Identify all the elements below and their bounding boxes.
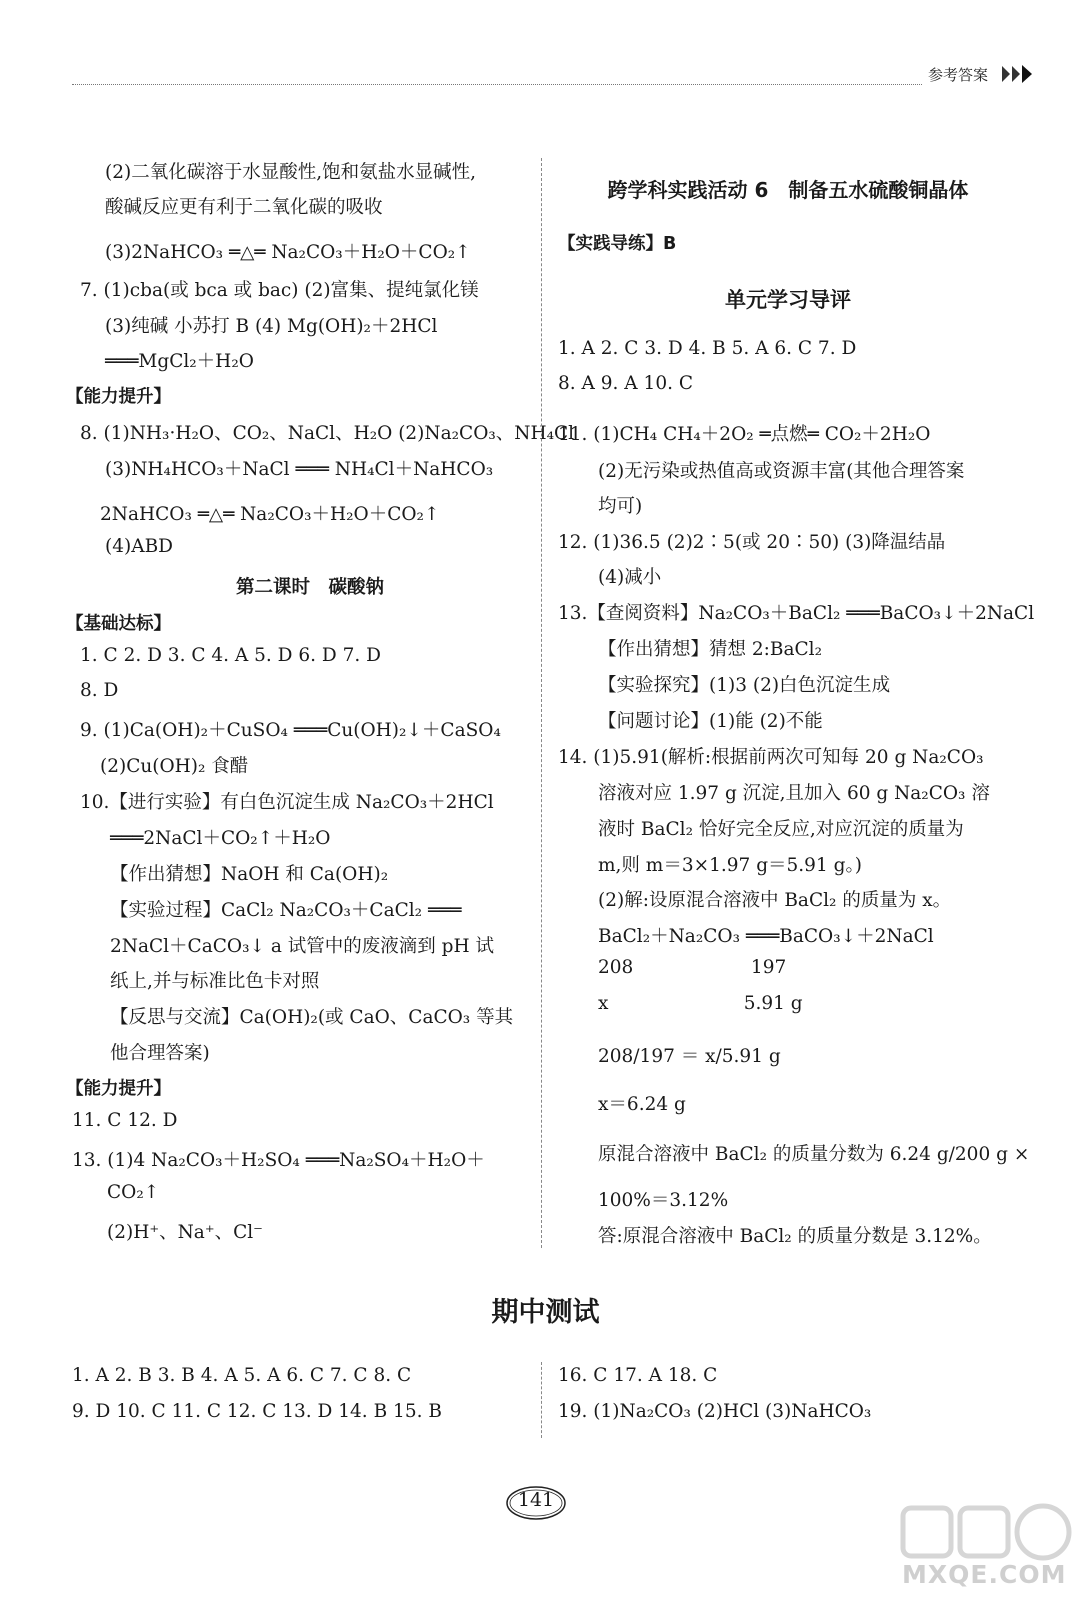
text-line: 208 197 xyxy=(598,957,787,978)
text-line: (2)Cu(OH)₂ 食醋 xyxy=(100,756,249,777)
text-line: 他合理答案) xyxy=(110,1043,210,1064)
text-line: 7. (1)cba(或 bca 或 bac) (2)富集、提纯氯化镁 xyxy=(80,280,479,301)
text-line: 8. A 9. A 10. C xyxy=(558,373,694,394)
text-line: 【作出猜想】猜想 2:BaCl₂ xyxy=(598,639,822,660)
text-line: 8. (1)NH₃·H₂O、CO₂、NaCl、H₂O (2)Na₂CO₃、NH₄Cl xyxy=(80,423,575,444)
text-line: 1. C 2. D 3. C 4. A 5. D 6. D 7. D xyxy=(80,645,382,666)
text-line: 【反思与交流】Ca(OH)₂(或 CaO、CaCO₃ 等其 xyxy=(110,1007,514,1028)
equation-line: 2NaHCO₃ ═△═ Na₂CO₃＋H₂O＋CO₂↑ xyxy=(100,504,440,525)
header-label: 参考答案 xyxy=(928,66,989,84)
text-line: 11. C 12. D xyxy=(72,1110,178,1131)
text-line: 10.【进行实验】有白色沉淀生成 Na₂CO₃＋2HCl xyxy=(80,792,494,813)
text-line: 酸碱反应更有利于二氧化碳的吸收 xyxy=(105,197,383,218)
answer-line: 19. (1)Na₂CO₃ (2)HCl (3)NaHCO₃ xyxy=(558,1401,872,1422)
text-line: 【实验探究】(1)3 (2)白色沉淀生成 xyxy=(598,675,891,696)
equation-line: (3)2NaHCO₃ ═△═ Na₂CO₃＋H₂O＋CO₂↑ xyxy=(105,242,471,263)
equation-line: 11. (1)CH₄ CH₄＋2O₂ ═点燃═ CO₂＋2H₂O xyxy=(558,424,931,445)
lesson-title: 第二课时 碳酸钠 xyxy=(235,577,384,598)
text-line: 12. (1)36.5 (2)2∶5(或 20∶50) (3)降温结晶 xyxy=(558,532,946,553)
watermark-text: MXQE.COM xyxy=(902,1560,1067,1589)
fraction-equation: 208/197 ＝ x/5.91 g xyxy=(598,1046,781,1067)
text-line: 2NaCl＋CaCO₃↓ a 试管中的废液滴到 pH 试 xyxy=(110,936,495,957)
text-line: 【实践导练】B xyxy=(558,234,677,254)
column-divider xyxy=(541,1362,542,1438)
text-line: 1. A 2. C 3. D 4. B 5. A 6. C 7. D xyxy=(558,338,857,359)
text-line: 【问题讨论】(1)能 (2)不能 xyxy=(598,711,823,732)
text-line: CO₂↑ xyxy=(107,1182,160,1203)
text-line: 溶液对应 1.97 g 沉淀,且加入 60 g Na₂CO₃ 溶 xyxy=(598,783,990,804)
answer-line: 1. A 2. B 3. B 4. A 5. A 6. C 7. C 8. C xyxy=(72,1365,412,1386)
text-line: (4)ABD xyxy=(105,536,173,557)
text-line: (2)H⁺、Na⁺、Cl⁻ xyxy=(107,1222,263,1243)
equation-line: ═══2NaCl＋CO₂↑＋H₂O xyxy=(110,828,331,849)
text-line: (2)解:设原混合溶液中 BaCl₂ 的质量为 x。 xyxy=(598,890,952,911)
text-line: x＝6.24 g xyxy=(598,1094,686,1115)
text-line: 答:原混合溶液中 BaCl₂ 的质量分数是 3.12%。 xyxy=(598,1226,992,1247)
answer-line: 9. D 10. C 11. C 12. C 13. D 14. B 15. B xyxy=(72,1401,442,1422)
section-heading: 【基础达标】 xyxy=(66,614,171,634)
text-line: 液时 BaCl₂ 恰好完全反应,对应沉淀的质量为 xyxy=(598,819,964,840)
header-arrow-icon xyxy=(1000,62,1038,86)
equation-line: ═══MgCl₂＋H₂O xyxy=(105,351,254,372)
unit-title: 单元学习导评 xyxy=(725,288,851,312)
equation-line: (3)NH₄HCO₃＋NaCl ═══ NH₄Cl＋NaHCO₃ xyxy=(105,459,494,480)
equation-line: BaCl₂＋Na₂CO₃ ═══BaCO₃↓＋2NaCl xyxy=(598,926,934,947)
text-line: 原混合溶液中 BaCl₂ 的质量分数为 6.24 g/200 g × xyxy=(598,1144,1030,1165)
text-line: 100%＝3.12% xyxy=(598,1190,729,1211)
text-line: 8. D xyxy=(80,680,119,701)
answer-line: 16. C 17. A 18. C xyxy=(558,1365,718,1386)
text-line: (2)二氧化碳溶于水显酸性,饱和氨盐水显碱性, xyxy=(105,162,476,183)
equation-line: 13. (1)4 Na₂CO₃＋H₂SO₄ ═══Na₂SO₄＋H₂O＋ xyxy=(72,1150,485,1171)
text-line: 均可) xyxy=(598,496,643,517)
text-line: x 5.91 g xyxy=(598,993,803,1014)
text-line: 纸上,并与标准比色卡对照 xyxy=(110,971,320,992)
text-line: (2)无污染或热值高或资源丰富(其他合理答案 xyxy=(598,461,965,482)
page-number: 141 xyxy=(517,1489,555,1511)
equation-line: 9. (1)Ca(OH)₂＋CuSO₄ ═══Cu(OH)₂↓＋CaSO₄ xyxy=(80,720,501,741)
text-line: (3)纯碱 小苏打 B (4) Mg(OH)₂＋2HCl xyxy=(105,316,438,337)
text-line: (4)减小 xyxy=(598,567,662,588)
column-divider xyxy=(541,158,542,1248)
equation-line: 13.【查阅资料】Na₂CO₃＋BaCl₂ ═══BaCO₃↓＋2NaCl xyxy=(558,603,1035,624)
midterm-title: 期中测试 xyxy=(491,1297,600,1328)
text-line: m,则 m＝3×1.97 g＝5.91 g。) xyxy=(598,855,862,876)
section-heading: 【能力提升】 xyxy=(66,1079,171,1099)
text-line: 【作出猜想】NaOH 和 Ca(OH)₂ xyxy=(110,864,389,885)
text-line: 14. (1)5.91(解析:根据前两次可知每 20 g Na₂CO₃ xyxy=(558,747,984,768)
header-rule xyxy=(72,84,922,85)
text-line: 【实验过程】CaCl₂ Na₂CO₃＋CaCl₂ ═══ xyxy=(110,900,462,921)
activity-title: 跨学科实践活动 6 制备五水硫酸铜晶体 xyxy=(607,178,969,202)
section-heading: 【能力提升】 xyxy=(66,387,171,407)
